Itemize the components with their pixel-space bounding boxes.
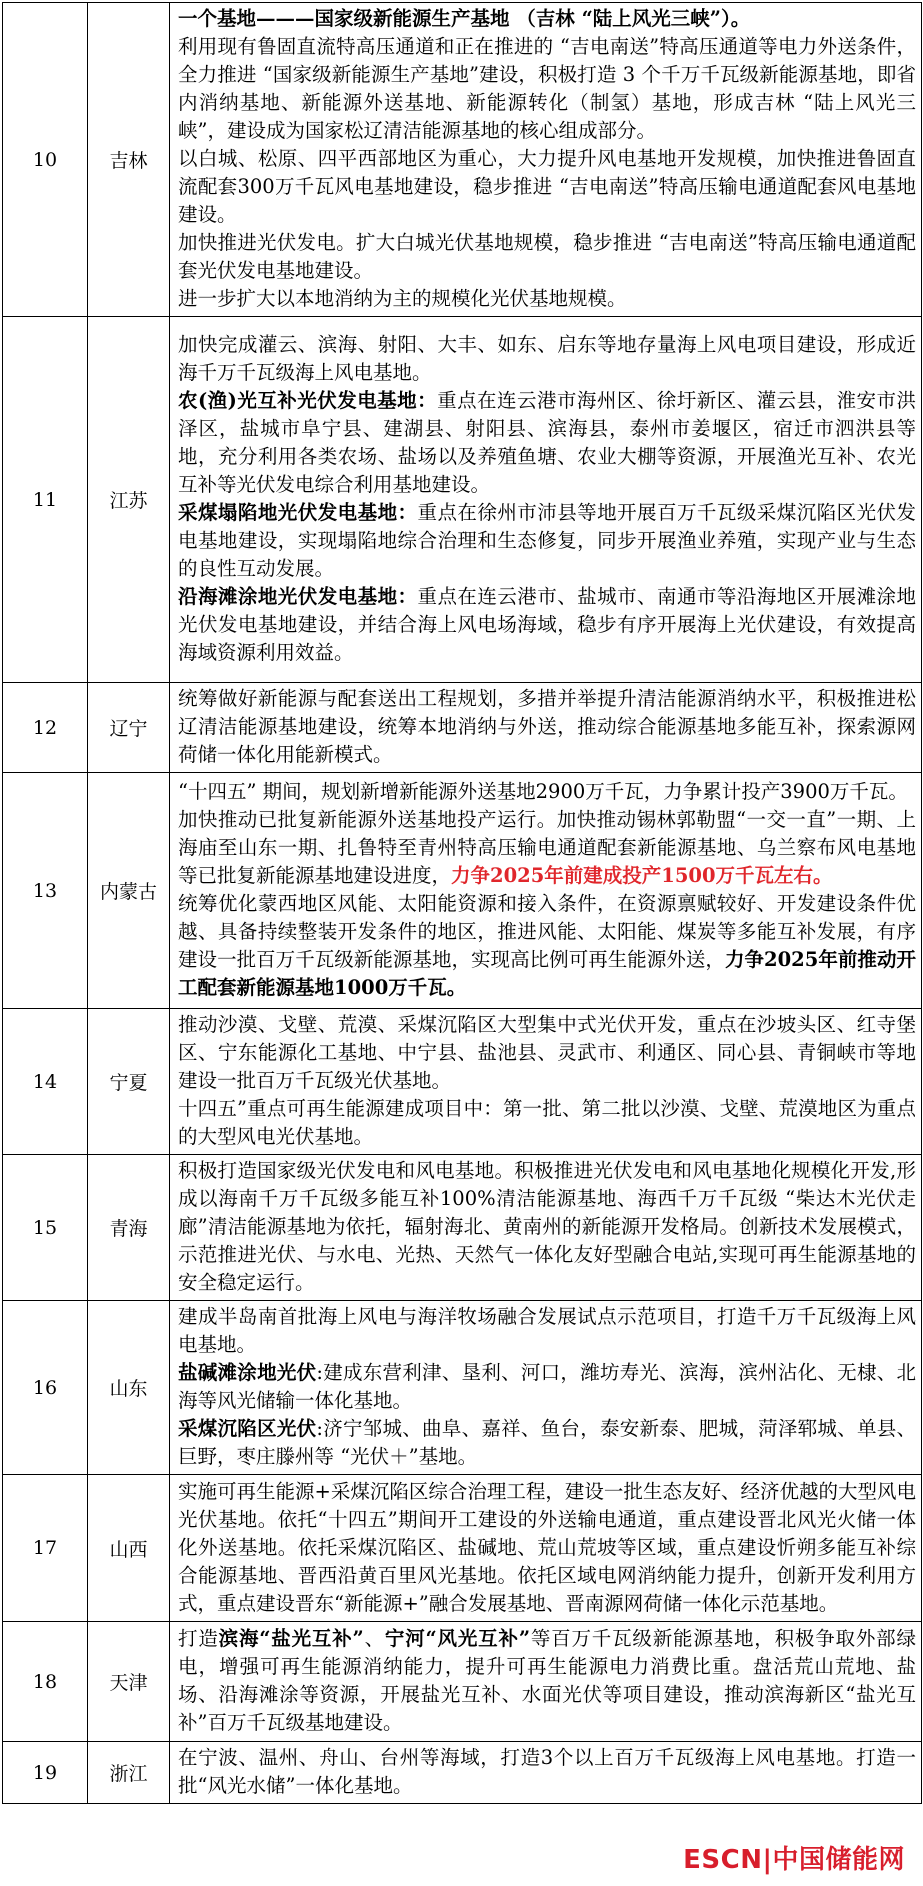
content-paragraph — [178, 583, 916, 667]
province-name: 辽宁 — [88, 683, 170, 773]
content-paragraph — [178, 1625, 916, 1737]
text-segment: 建成半岛南首批海上风电与海洋牧场融合发展试点示范项目，打造千万千瓦级海上风电基地。 — [178, 1305, 916, 1356]
content-cell — [170, 3, 922, 317]
emphasis-text: 宁河“风光互补” — [384, 1627, 531, 1650]
row-number: 14 — [3, 1009, 88, 1155]
text-segment: 统筹优化蒙西地区风能、太阳能资源和接入条件，在资源禀赋较好、开发建设条件优越、具备持续整装开发条件的地区，推进风能、太阳能、煤炭等多能互补发展，有序建设一批百万千瓦级新能源基地，实现高比例可再生能源外送， — [178, 892, 916, 971]
content-paragraph — [178, 229, 916, 285]
content-cell — [170, 773, 922, 1009]
content-paragraph — [178, 806, 916, 890]
text-segment: 等百万千瓦级新能源基地，积极争取外部绿电，增强可再生能源消纳能力，提升可再生能源电力消费比重。盘活荒山荒地、盐场、沿海滩涂等资源，开展盐光互补、水面光伏等项目建设，推动滨海新区“盐光互补”百万千瓦级基地建设。 — [178, 1627, 916, 1734]
content-paragraph — [178, 1011, 916, 1095]
emphasis-text: 采煤塌陷地光伏发电基地： — [178, 501, 418, 524]
content-cell — [170, 1009, 922, 1155]
content-paragraph — [178, 1359, 916, 1415]
table-row — [3, 1009, 922, 1155]
emphasis-text: 农(渔)光互补光伏发电基地： — [178, 389, 438, 412]
row-number: 15 — [3, 1155, 88, 1301]
province-name: 山西 — [88, 1475, 170, 1622]
content-paragraph — [178, 331, 916, 387]
content-cell — [170, 1742, 922, 1804]
row-number: 11 — [3, 317, 88, 683]
text-segment: 统筹做好新能源与配套送出工程规划，多措并举提升清洁能源消纳水平，积极推进松辽清洁能源基地建设，统筹本地消纳与外送，推动综合能源基地多能互补，探索源网荷储一体化用能新模式。 — [178, 687, 916, 766]
table-row — [3, 3, 922, 317]
content-cell — [170, 317, 922, 683]
emphasis-text: 一个基地———国家级新能源生产基地 （吉林 “陆上风光三峡”）。 — [178, 7, 751, 30]
text-segment: 加快推动已批复新能源外送基地投产运行。加快推动锡林郭勒盟“一交一直”一期、上海庙至山东一期、扎鲁特至青州特高压输电通道配套新能源基地、乌兰察布风电基地等已批复新能源基地建设进度， — [178, 808, 916, 887]
text-segment: 重点在连云港市海州区、徐圩新区、灌云县，淮安市洪泽区，盐城市阜宁县、建湖县、射阳县、滨海县，泰州市姜堰区，宿迁市泗洪县等地，充分利用各类农场、盐场以及养殖鱼塘、农业大棚等资源，开展渔光互补、农光互补等光伏发电综合利用基地建设。 — [178, 389, 916, 496]
content-paragraph — [178, 387, 916, 499]
text-segment: :济宁邹城、曲阜、嘉祥、鱼台，泰安新泰、肥城，菏泽郓城、单县、巨野，枣庄滕州等 “光伏＋”基地。 — [178, 1417, 916, 1468]
province-name: 青海 — [88, 1155, 170, 1301]
content-paragraph — [178, 1095, 916, 1151]
text-segment: 重点在连云港市、盐城市、南通市等沿海地区开展滩涂地光伏发电基地建设，并结合海上风电场海域，稳步有序开展海上光伏建设，有效提高海域资源利用效益。 — [178, 585, 916, 664]
text-segment: 在宁波、温州、舟山、台州等海域，打造3个以上百 — [178, 1746, 635, 1769]
table-row — [3, 683, 922, 773]
text-segment: 十四五”重点可再生能源建成项目中：第一批、第二批以沙漠、戈壁、荒漠地区为重点的大型风电光伏基地。 — [178, 1097, 916, 1148]
emphasis-text: 力争2025年前推动开工配套新能源基地1000万千瓦。 — [178, 948, 916, 999]
text-segment: 加快推进光伏发电。扩大白城光伏基地规模，稳步推进 “吉电南送”特高压输电通道配套光伏发电基地建设。 — [178, 231, 916, 282]
content-cell — [170, 1475, 922, 1622]
emphasis-text: 盐碱滩涂地光伏 — [178, 1361, 317, 1384]
content-paragraph — [178, 890, 916, 1002]
text-segment: “十四五” 期间，规划新增新能源外送基地2900万千瓦，力争累计投产3900万千瓦。 — [178, 780, 908, 803]
table-row — [3, 1742, 922, 1804]
province-name: 山东 — [88, 1301, 170, 1475]
province-name: 吉林 — [88, 3, 170, 317]
content-paragraph — [178, 1415, 916, 1471]
row-number: 10 — [3, 3, 88, 317]
escn-watermark-logo — [677, 1837, 911, 1878]
content-paragraph — [178, 1744, 916, 1800]
text-segment: 、 — [363, 1627, 385, 1650]
content-paragraph — [178, 1157, 916, 1297]
watermark-text: ESCN|中国储能网 — [683, 1845, 905, 1875]
province-name: 内蒙古 — [88, 773, 170, 1009]
province-name: 浙江 — [88, 1742, 170, 1804]
text-segment: 利用现有鲁固直流特高压通道和正在推进的 “吉电南送”特高压通道等电力外送条件，全力推进 “国家级新能源生产基地”建设，积极打造 3 个千万千瓦级新能源基地，即省内消纳基地、新能源外送基地、新能源转化（制氢）基地，形成吉林 “陆上风光三峡”，建设成为国家松辽清洁能源基地的核心组成部分。 — [178, 35, 916, 142]
text-segment: 以白城、松原、四平西部地区为重心，大力提升风电基地开发规模，加快推进鲁固直流配套300万千瓦风电基地建设，稳步推进 “吉电南送”特高压输电通道配套风电基地建设。 — [178, 147, 916, 226]
text-segment: :建成东营利津、垦利、河口，潍坊寿光、滨海，滨州沾化、无棣、北海等风光储输一体化基地。 — [178, 1361, 916, 1412]
emphasis-text: 力争2025年前建成投产1500万千瓦左右。 — [451, 864, 833, 887]
content-paragraph — [178, 1303, 916, 1359]
base-table — [2, 2, 922, 1804]
table-row — [3, 773, 922, 1009]
text-segment: 加快完成灌云、滨海、射阳、大丰、如东、启东等地存量海上风电项目建设，形成近海千万千瓦级海上风电基地。 — [178, 333, 916, 384]
text-segment: 实施可再生能源+采煤沉陷区综合治理工程，建设一批生态友好、经济优越的大型风电光伏基地。依托“十四五”期间开工建设的外送输电通道，重点建设晋北风光火储一体化外送基地。依托采煤沉陷区、盐碱地、荒山荒坡等区域，重点建设忻朔多能互补综合能源基地、晋西沿黄百里风光基地。依托区域电网消纳能力提升，创新开发利用方式，重点建设晋东“新能源+”融合发展基地、晋南源网荷储一体化示范基地。 — [178, 1479, 916, 1615]
row-number: 12 — [3, 683, 88, 773]
content-paragraph — [178, 499, 916, 583]
table-row — [3, 1155, 922, 1301]
text-segment: 进一步扩大以本地消纳为主的规模化光伏基地规模。 — [178, 287, 627, 310]
row-number: 18 — [3, 1622, 88, 1742]
content-paragraph — [178, 778, 916, 806]
province-name: 天津 — [88, 1622, 170, 1742]
content-paragraph — [178, 5, 916, 33]
emphasis-text: 滨海“盐光互补” — [218, 1627, 364, 1650]
table-row — [3, 1622, 922, 1742]
content-cell — [170, 1622, 922, 1742]
content-cell — [170, 1155, 922, 1301]
row-number: 19 — [3, 1742, 88, 1804]
row-number: 17 — [3, 1475, 88, 1622]
text-segment: 积极打造国家级光伏发电和风电基地。积极推进光伏发电和风电基地化规模化开发,形成以海南千万千瓦级多能互补100%清洁能源基地、海西千万千瓦级 “柴达木光伏走廊”清洁能源基地为依托，辐射海北、黄南州的新能源开发格局。创新技术发展模式，示范推进光伏、与水电、光热、天然气一体化友好型融合电站,实现可再生能源基地的安全稳定运行。 — [178, 1159, 916, 1294]
content-paragraph — [178, 285, 916, 313]
content-paragraph — [178, 145, 916, 229]
content-paragraph — [178, 33, 916, 145]
row-number: 13 — [3, 773, 88, 1009]
text-segment: 推动沙漠、戈壁、荒漠、采煤沉陷区大型集中式光伏开发，重点在沙坡头区、红寺堡区、宁东能源化工基地、中宁县、盐池县、灵武市、利通区、同心县、青铜峡市等地建设一批百万千瓦级光伏基地。 — [178, 1013, 916, 1092]
emphasis-text: 采煤沉陷区光伏 — [178, 1417, 317, 1440]
table-row — [3, 1301, 922, 1475]
row-number: 16 — [3, 1301, 88, 1475]
text-segment: 打造 — [178, 1627, 219, 1650]
emphasis-text: 万千瓦级海上风电基地 — [634, 1746, 836, 1769]
text-segment: 。打造一批“风光水储”一体化基地。 — [178, 1746, 916, 1797]
content-paragraph — [178, 1478, 916, 1618]
province-name: 宁夏 — [88, 1009, 170, 1155]
emphasis-text: 沿海滩涂地光伏发电基地： — [178, 585, 418, 608]
content-paragraph — [178, 685, 916, 769]
table-row — [3, 317, 922, 683]
province-name: 江苏 — [88, 317, 170, 683]
text-segment: 重点在徐州市沛县等地开展百万千瓦级采煤沉陷区光伏发电基地建设，实现塌陷地综合治理和生态修复，同步开展渔业养殖，实现产业与生态的良性互动发展。 — [178, 501, 916, 580]
content-cell — [170, 683, 922, 773]
table-row — [3, 1475, 922, 1622]
content-cell — [170, 1301, 922, 1475]
